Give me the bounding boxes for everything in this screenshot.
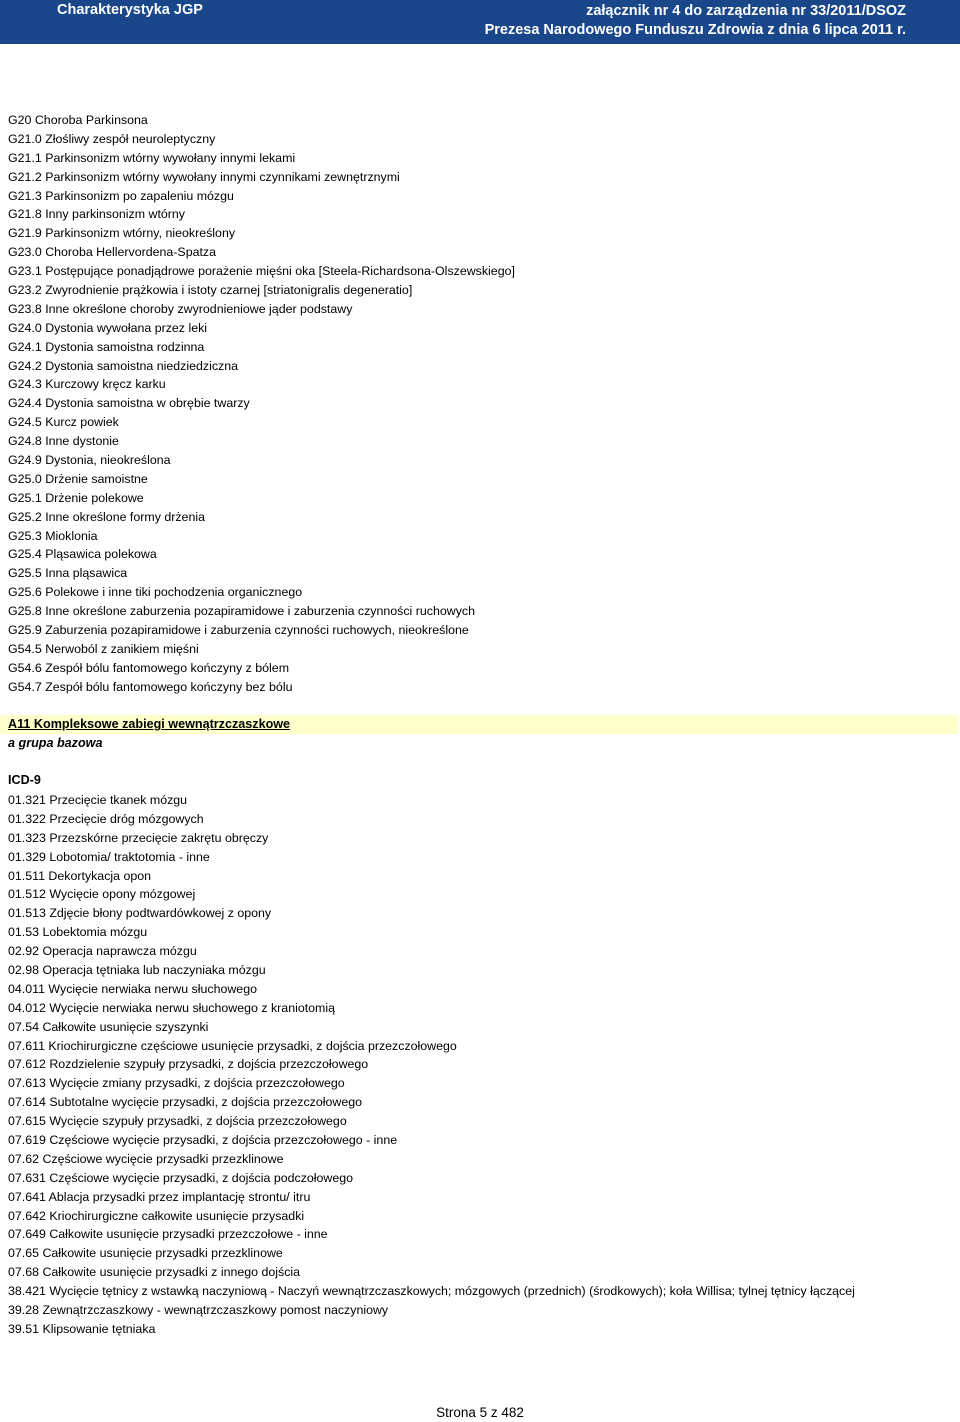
page-header <box>0 0 960 44</box>
procedure-list-item: 39.28 Zewnątrzczaszkowy - wewnątrzczaszkowy pomost naczyniowy <box>8 1303 389 1318</box>
diagnosis-list-item: G54.5 Nerwoból z zanikiem mięśni <box>8 641 199 656</box>
diagnosis-list-item: G24.9 Dystonia, nieokreślona <box>8 453 171 468</box>
diagnosis-list-item: G21.9 Parkinsonizm wtórny, nieokreślony <box>8 226 236 241</box>
diagnosis-list-item: G54.7 Zespół bólu fantomowego kończyny bez bólu <box>8 679 293 694</box>
diagnosis-list-item: G23.1 Postępujące ponadjądrowe porażenie mięśni oka [Steela-Richardsona-Olszewskiego] <box>8 264 515 279</box>
procedure-list-item: 39.51 Klipsowanie tętniaka <box>8 1321 156 1336</box>
diagnosis-list-item: G21.0 Złośliwy zespół neuroleptyczny <box>8 131 216 146</box>
diagnosis-list-item: G20 Choroba Parkinsona <box>8 113 148 127</box>
section-title: A11 Kompleksowe zabiegi wewnątrzczaszkowe <box>8 717 291 731</box>
diagnosis-list-item: G21.3 Parkinsonizm po zapaleniu mózgu <box>8 188 234 203</box>
header-title: Charakterystyka JGP <box>57 2 203 18</box>
diagnosis-list-item: G23.8 Inne określone choroby zwyrodnieniowe jąder podstawy <box>8 301 353 316</box>
diagnosis-list-item: G25.0 Drżenie samoistne <box>8 471 148 486</box>
diagnosis-list-item: G24.5 Kurcz powiek <box>8 415 119 430</box>
header-regulation-line-1: załącznik nr 4 do zarządzenia nr 33/2011/DSOZ <box>586 3 906 19</box>
section-subtitle: a grupa bazowa <box>8 736 103 750</box>
procedure-list-item: 01.511 Dekortykacja opon <box>8 868 152 883</box>
diagnosis-list-item: G21.2 Parkinsonizm wtórny wywołany innymi czynnikami zewnętrznymi <box>8 169 400 184</box>
diagnosis-code-list <box>8 111 515 697</box>
procedure-list-item: 07.614 Subtotalne wycięcie przysadki, z dojścia przezczołowego <box>8 1095 363 1110</box>
procedure-list-item: 01.323 Przezskórne przecięcie zakrętu obręczy <box>8 830 269 845</box>
diagnosis-list-item: G24.8 Inne dystonie <box>8 434 119 449</box>
procedure-list-item: 07.613 Wycięcie zmiany przysadki, z dojścia przezczołowego <box>8 1076 345 1091</box>
procedure-list-item: 38.421 Wycięcie tętnicy z wstawką naczyniową - Naczyń wewnątrzczaszkowych; mózgowych (przednich) (środkowych); koła Willisa; tylnej tętnicy łączącej <box>8 1284 855 1299</box>
procedure-list-item: 01.512 Wycięcie opony mózgowej <box>8 887 196 902</box>
procedure-list-item: 07.68 Całkowite usunięcie przysadki z innego dojścia <box>8 1265 301 1280</box>
diagnosis-list-item: G24.1 Dystonia samoistna rodzinna <box>8 339 205 354</box>
procedure-list-item: 07.642 Kriochirurgiczne całkowite usunięcie przysadki <box>8 1208 305 1223</box>
diagnosis-list-item: G21.8 Inny parkinsonizm wtórny <box>8 207 185 222</box>
procedure-list-item: 07.54 Całkowite usunięcie szyszynki <box>8 1019 209 1034</box>
header-regulation-info <box>485 2 906 40</box>
procedure-list-item: 07.619 Częściowe wycięcie przysadki, z dojścia przezczołowego - inne <box>8 1133 398 1148</box>
diagnosis-list-item: G24.4 Dystonia samoistna w obrębie twarzy <box>8 396 250 411</box>
page-number: Strona 5 z 482 <box>436 1405 524 1420</box>
procedure-list-item: 07.641 Ablacja przysadki przez implantację strontu/ itru <box>8 1189 311 1204</box>
diagnosis-list-item: G24.0 Dystonia wywołana przez leki <box>8 320 208 335</box>
procedure-list-item: 01.329 Lobotomia/ traktotomia - inne <box>8 849 210 864</box>
diagnosis-list-item: G23.0 Choroba Hellervordena-Spatza <box>8 245 217 260</box>
diagnosis-list-item: G54.6 Zespół bólu fantomowego kończyny z bólem <box>8 660 290 675</box>
diagnosis-list-item: G25.8 Inne określone zaburzenia pozapiramidowe i zaburzenia czynności ruchowych <box>8 604 475 619</box>
procedure-list-item: 07.612 Rozdzielenie szypuły przysadki, z dojścia przezczołowego <box>8 1057 369 1072</box>
diagnosis-list-item: G25.4 Pląsawica polekowa <box>8 547 157 562</box>
procedure-list-item: 07.65 Całkowite usunięcie przysadki przezklinowe <box>8 1246 283 1261</box>
procedure-list-item: 07.611 Kriochirurgiczne częściowe usunięcie przysadki, z dojścia przezczołowego <box>8 1038 457 1053</box>
procedure-list-item: 02.98 Operacja tętniaka lub naczyniaka mózgu <box>8 963 266 978</box>
procedure-list-item: 01.322 Przecięcie dróg mózgowych <box>8 811 204 826</box>
procedure-list-item: 04.012 Wycięcie nerwiaka nerwu słuchowego z kraniotomią <box>8 1000 336 1015</box>
procedure-list-item: 07.615 Wycięcie szypuły przysadki, z dojścia przezczołowego <box>8 1114 347 1129</box>
procedure-list-item: 01.321 Przecięcie tkanek mózgu <box>8 793 188 807</box>
diagnosis-list-item: G21.1 Parkinsonizm wtórny wywołany innymi lekami <box>8 150 296 165</box>
diagnosis-list-item: G25.1 Drżenie polekowe <box>8 490 144 505</box>
procedure-list-item: 07.631 Częściowe wycięcie przysadki, z dojścia podczołowego <box>8 1170 354 1185</box>
procedure-list-item: 07.62 Częściowe wycięcie przysadki przezklinowe <box>8 1151 284 1166</box>
diagnosis-list-item: G24.3 Kurczowy kręcz karku <box>8 377 166 392</box>
procedure-list-item: 02.92 Operacja naprawcza mózgu <box>8 944 197 959</box>
diagnosis-list-item: G24.2 Dystonia samoistna niedziedziczna <box>8 358 239 373</box>
procedure-list-item: 01.53 Lobektomia mózgu <box>8 925 148 940</box>
icd9-procedure-list <box>8 791 855 1339</box>
procedure-list-item: 07.649 Całkowite usunięcie przysadki przezczołowe - inne <box>8 1227 328 1242</box>
diagnosis-list-item: G25.5 Inna pląsawica <box>8 566 128 581</box>
procedure-list-item: 04.011 Wycięcie nerwiaka nerwu słuchowego <box>8 981 257 996</box>
diagnosis-list-item: G25.3 Mioklonia <box>8 528 98 543</box>
icd9-heading: ICD-9 <box>8 773 41 787</box>
diagnosis-list-item: G25.6 Polekowe i inne tiki pochodzenia organicznego <box>8 585 303 600</box>
procedure-list-item: 01.513 Zdjęcie błony podtwardówkowej z opony <box>8 906 272 921</box>
header-regulation-line-2: Prezesa Narodowego Funduszu Zdrowia z dnia 6 lipca 2011 r. <box>484 22 906 38</box>
diagnosis-list-item: G25.9 Zaburzenia pozapiramidowe i zaburzenia czynności ruchowych, nieokreślone <box>8 623 469 638</box>
diagnosis-list-item: G25.2 Inne określone formy drżenia <box>8 509 205 524</box>
diagnosis-list-item: G23.2 Zwyrodnienie prążkowia i istoty czarnej [striatonigralis degeneratio] <box>8 283 413 298</box>
